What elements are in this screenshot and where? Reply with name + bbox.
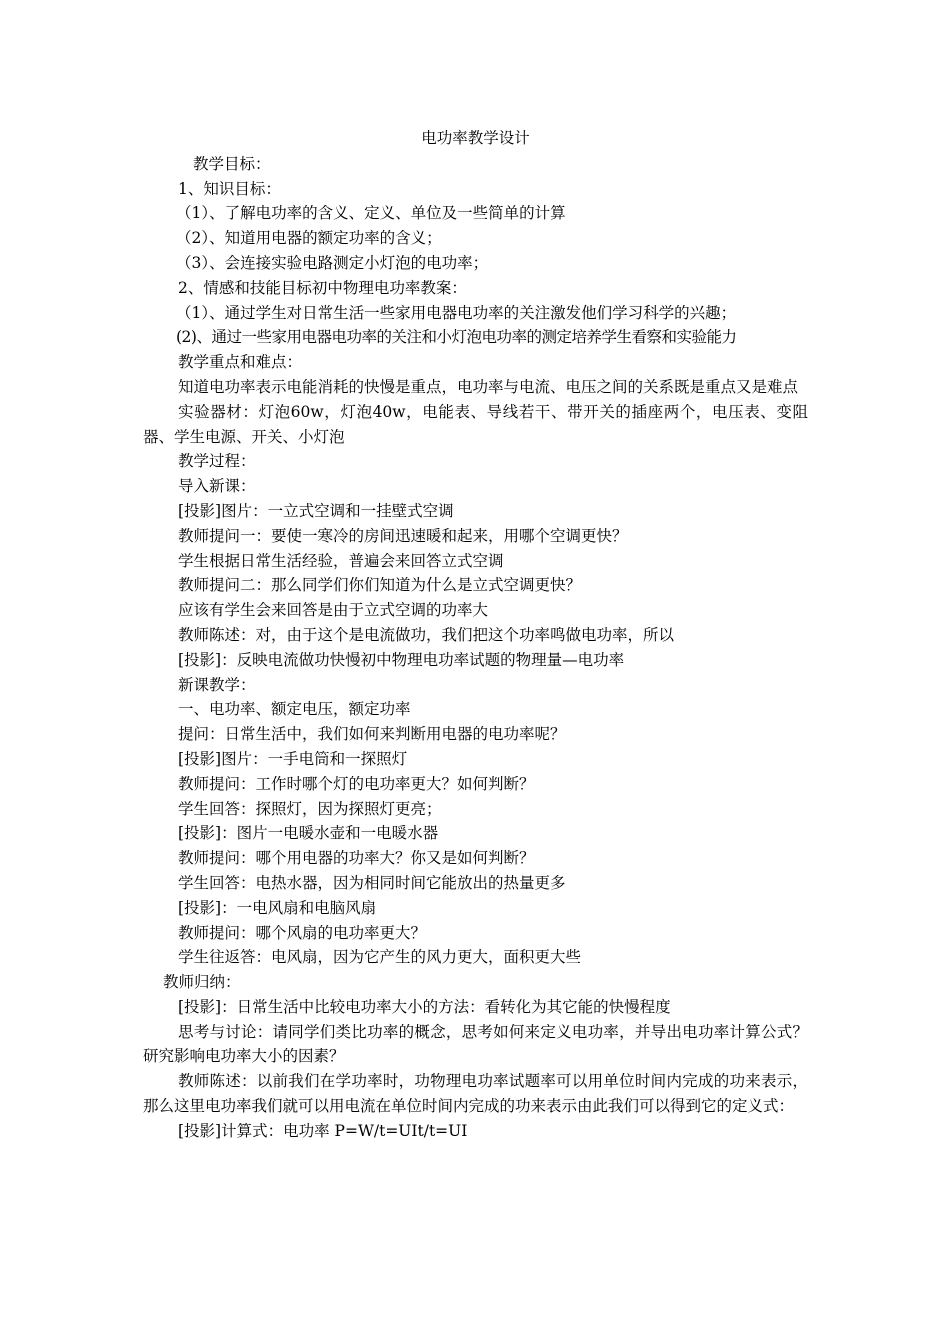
paragraph: [投影]：反映电流做功快慢初中物理电功率试题的物理量—电功率 bbox=[178, 650, 625, 669]
paragraph: [投影]图片：一立式空调和一挂壁式空调 bbox=[178, 501, 454, 520]
paragraph: （2）、知道用电器的额定功率的含义； bbox=[176, 229, 442, 248]
paragraph: 1、知识目标： bbox=[178, 179, 281, 198]
paragraph: 应该有学生会来回答是由于立式空调的功率大 bbox=[178, 601, 489, 620]
paragraph: 学生往返答：电风扇，因为它产生的风力更大，面积更大些 bbox=[178, 948, 582, 967]
paragraph: 提问：日常生活中，我们如何来判断用电器的电功率呢？ bbox=[178, 725, 566, 744]
paragraph: 2、情感和技能目标初中物理电功率教案： bbox=[178, 278, 467, 297]
paragraph: 教师归纳： bbox=[163, 973, 241, 992]
paragraph: （3）、会连接实验电路测定小灯泡的电功率； bbox=[176, 253, 489, 272]
document-body bbox=[143, 126, 808, 1144]
paragraph: 新课教学： bbox=[178, 675, 256, 694]
paragraph: 思考与讨论：请同学们类比功率的概念，思考如何来定义电功率，并导出电功率计算公式？研究影响电功率大小的因素？ bbox=[143, 1022, 808, 1066]
document-title: 电功率教学设计 bbox=[421, 129, 530, 147]
paragraph: 实验器材：灯泡60w，灯泡40w，电能表、导线若干、带开关的插座两个，电压表、变阻器、学生电源、开关、小灯泡 bbox=[143, 402, 808, 446]
paragraph: 一、电功率、额定电压，额定功率 bbox=[178, 700, 411, 719]
paragraph: 学生回答：电热水器，因为相同时间它能放出的热量更多 bbox=[178, 873, 566, 892]
paragraph: 学生根据日常生活经验，普遍会来回答立式空调 bbox=[178, 551, 504, 570]
paragraph: [投影]图片：一手电筒和一探照灯 bbox=[178, 749, 408, 768]
paragraph: 教师提问二：那么同学们你们知道为什么是立式空调更快？ bbox=[178, 576, 582, 595]
paragraph: [投影]：一电风扇和电脑风扇 bbox=[178, 898, 377, 917]
paragraph: （1）、通过学生对日常生活一些家用电器电功率的关注激发他们学习科学的兴趣； bbox=[176, 303, 737, 322]
paragraph: 教师陈述：以前我们在学功率时，功物理电功率试题率可以用单位时间内完成的功来表示，那么这里电功率我们就可以用电流在单位时间内完成的功来表示由此我们可以得到它的定义式： bbox=[143, 1072, 808, 1116]
paragraph: （1）、了解电功率的含义、定义、单位及一些简单的计算 bbox=[176, 204, 566, 223]
paragraph: 教学重点和难点： bbox=[178, 353, 303, 372]
paragraph: 教学过程： bbox=[178, 452, 256, 471]
paragraph: 学生回答：探照灯，因为探照灯更亮； bbox=[178, 799, 442, 818]
paragraph: [投影]计算式：电功率 P=W/t=UIt/t=UI bbox=[178, 1121, 468, 1140]
paragraph: 教师提问：哪个用电器的功率大？你又是如何判断？ bbox=[178, 849, 535, 868]
paragraph: 教师陈述：对，由于这个是电流做功，我们把这个功率鸣做电功率，所以 bbox=[178, 625, 675, 644]
paragraph: 教师提问：哪个风扇的电功率更大？ bbox=[178, 923, 427, 942]
paragraph: 教学目标： bbox=[193, 154, 271, 173]
paragraph: 教师提问一：要使一寒冷的房间迅速暖和起来，用哪个空调更快？ bbox=[178, 526, 628, 545]
paragraph: 导入新课： bbox=[178, 477, 256, 496]
paragraph: 知道电功率表示电能消耗的快慢是重点，电功率与电流、电压之间的关系既是重点又是难点 bbox=[178, 377, 799, 396]
paragraph: [投影]：图片一电暖水壶和一电暖水器 bbox=[178, 824, 439, 843]
paragraph: (2)、通过一些家用电器电功率的关注和小灯泡电功率的测定培养学生看察和实验能力 bbox=[176, 328, 737, 347]
paragraph: [投影]：日常生活中比较电功率大小的方法：看转化为其它能的快慢程度 bbox=[178, 997, 671, 1016]
paragraph: 教师提问：工作时哪个灯的电功率更大？如何判断？ bbox=[178, 774, 535, 793]
